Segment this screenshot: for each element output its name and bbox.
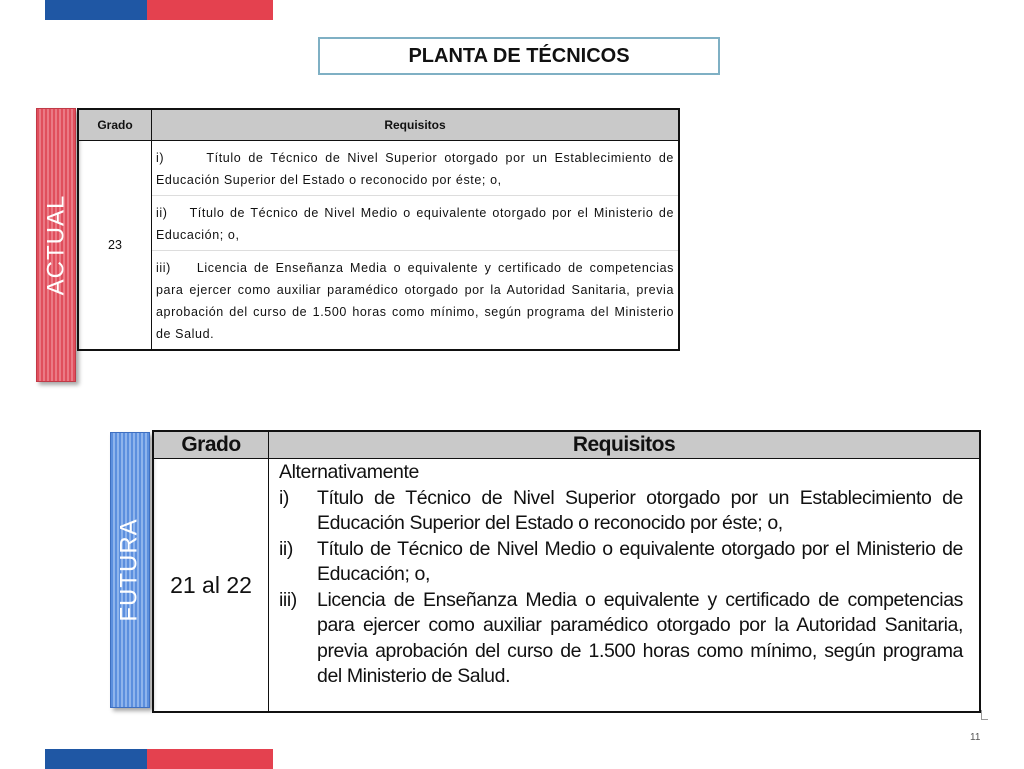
flag-red-segment bbox=[147, 0, 273, 20]
requirement-item: i) Título de Técnico de Nivel Superior otorgado por un Establecimiento de Educación Superior del Estado o reconocido por éste; o, bbox=[156, 151, 674, 187]
requirement-item bbox=[269, 588, 979, 690]
slide-title: PLANTA DE TÉCNICOS bbox=[318, 37, 720, 75]
requirement-number: i) bbox=[279, 486, 290, 509]
table-row bbox=[78, 141, 679, 351]
table-header-row bbox=[153, 431, 980, 459]
actual-side-tab bbox=[36, 108, 76, 382]
corner-mark-icon bbox=[981, 710, 988, 720]
grado-value: 21 al 22 bbox=[153, 459, 269, 713]
table-row bbox=[153, 459, 980, 713]
header-requisitos: Requisitos bbox=[152, 109, 680, 141]
actual-requirements-table bbox=[77, 108, 680, 351]
bottom-flag-bar bbox=[45, 749, 273, 769]
futura-tab-label: FUTURA bbox=[116, 518, 144, 622]
requirement-number: ii) bbox=[279, 537, 293, 560]
requirement-item bbox=[269, 537, 979, 588]
requirement-item bbox=[269, 486, 979, 537]
page-number: 11 bbox=[970, 732, 981, 743]
futura-requirements-table bbox=[152, 430, 981, 713]
requirement-item: ii) Título de Técnico de Nivel Medio o equivalente otorgado por el Ministerio de Educación; o, bbox=[152, 195, 678, 250]
requirements-intro: Alternativamente bbox=[279, 461, 419, 483]
requisitos-cell bbox=[269, 459, 981, 713]
header-grado: Grado bbox=[153, 431, 269, 459]
flag-blue-segment bbox=[45, 0, 147, 20]
requirement-number: iii) bbox=[279, 588, 297, 611]
table-header-row bbox=[78, 109, 679, 141]
flag-red-segment bbox=[147, 749, 273, 769]
top-flag-bar bbox=[45, 0, 273, 20]
requirement-text: Licencia de Enseñanza Media o equivalente y certificado de competencias para ejercer como auxiliar paramédico otorgado por la Autoridad Sanitaria, previa aprobación del curso de 1.500 horas como mínimo, según programa del Ministerio de Salud. bbox=[317, 588, 963, 687]
actual-tab-label: ACTUAL bbox=[42, 194, 69, 296]
requisitos-cell bbox=[152, 141, 680, 351]
header-grado: Grado bbox=[78, 109, 152, 141]
requirement-item: iii) Licencia de Enseñanza Media o equivalente y certificado de competencias para ejercer como auxiliar paramédico otorgado por la Autoridad Sanitaria, previa aprobación del curso de 1.500 horas como mínimo, según programa del Ministerio de Salud. bbox=[152, 250, 678, 349]
requirement-text: Título de Técnico de Nivel Medio o equivalente otorgado por el Ministerio de Educación; o, bbox=[317, 537, 963, 585]
futura-side-tab bbox=[110, 432, 150, 708]
requirement-text: Título de Técnico de Nivel Superior otorgado por un Establecimiento de Educación Superior del Estado o reconocido por éste; o, bbox=[317, 486, 963, 534]
header-requisitos: Requisitos bbox=[269, 431, 981, 459]
grado-value: 23 bbox=[78, 141, 152, 351]
flag-blue-segment bbox=[45, 749, 147, 769]
